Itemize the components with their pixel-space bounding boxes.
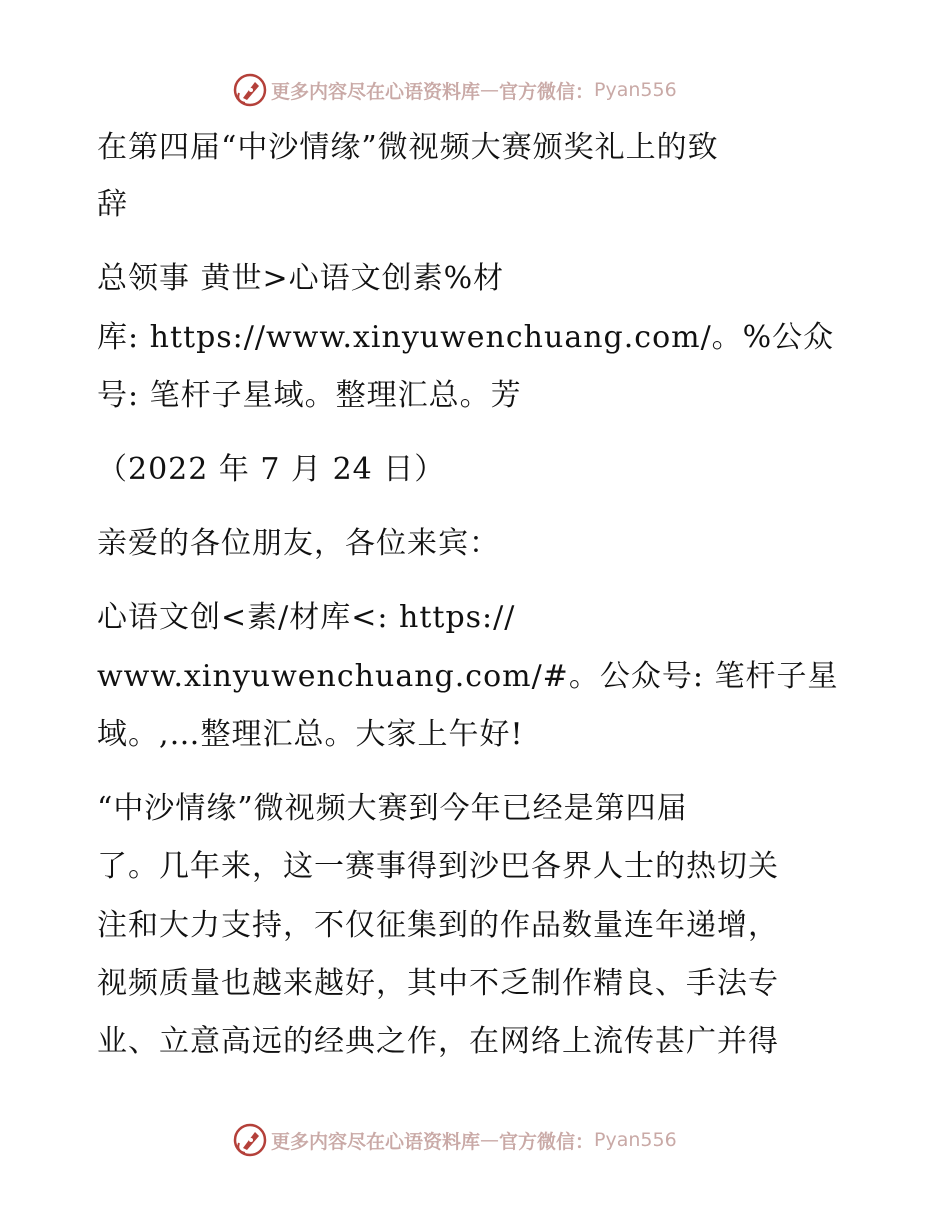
- banner-main-text: 更多内容尽在心语资料库: [271, 1130, 481, 1153]
- banner-separator: —: [480, 1129, 500, 1151]
- greeting-line: 亲爱的各位朋友，各位来宾：: [97, 526, 500, 561]
- header-banner: [233, 72, 677, 108]
- title-line-2: 辞: [97, 187, 128, 222]
- paragraph-1-line-1: 心语文创<素/材库<: https://: [97, 600, 516, 635]
- paragraph-2-line-3: 注和大力支持，不仅征集到的作品数量连年递增，: [97, 908, 779, 943]
- paragraph-2-line-2: 了。几年来，这一赛事得到沙巴各界人士的热切关: [97, 849, 779, 884]
- author-line: 总领事 黄世>心语文创素%材: [97, 261, 505, 296]
- source-line-1: 库: https://www.xinyuwenchuang.com/。%公众: [97, 320, 835, 355]
- date-line: （2022 年 7 月 24 日）: [97, 452, 446, 487]
- paragraph-2-line-1: “中沙情缘”微视频大赛到今年已经是第四届: [97, 791, 688, 826]
- paragraph-1-line-3: 域。,…整理汇总。大家上午好!: [97, 717, 524, 752]
- source-line-2: 号: 笔杆子星域。整理汇总。芳: [97, 378, 522, 413]
- paragraph-2-line-4: 视频质量也越来越好，其中不乏制作精良、手法专: [97, 966, 779, 1001]
- banner-separator: —: [480, 79, 500, 101]
- banner-wechat-label: 官方微信：: [499, 1130, 595, 1153]
- footer-banner: [233, 1122, 677, 1158]
- banner-wechat-label: 官方微信：: [499, 80, 595, 103]
- paragraph-2-line-5: 业、立意高远的经典之作，在网络上流传甚广并得: [97, 1024, 779, 1059]
- title-line-1: 在第四届“中沙情缘”微视频大赛颁奖礼上的致: [97, 130, 719, 165]
- banner-wechat-id: Pyan556: [594, 1129, 677, 1151]
- pen-nib-logo-icon: [233, 1123, 267, 1157]
- paragraph-1-line-2: www.xinyuwenchuang.com/#。公众号: 笔杆子星: [97, 659, 839, 694]
- banner-main-text: 更多内容尽在心语资料库: [271, 80, 481, 103]
- pen-nib-logo-icon: [233, 73, 267, 107]
- banner-wechat-id: Pyan556: [594, 79, 677, 101]
